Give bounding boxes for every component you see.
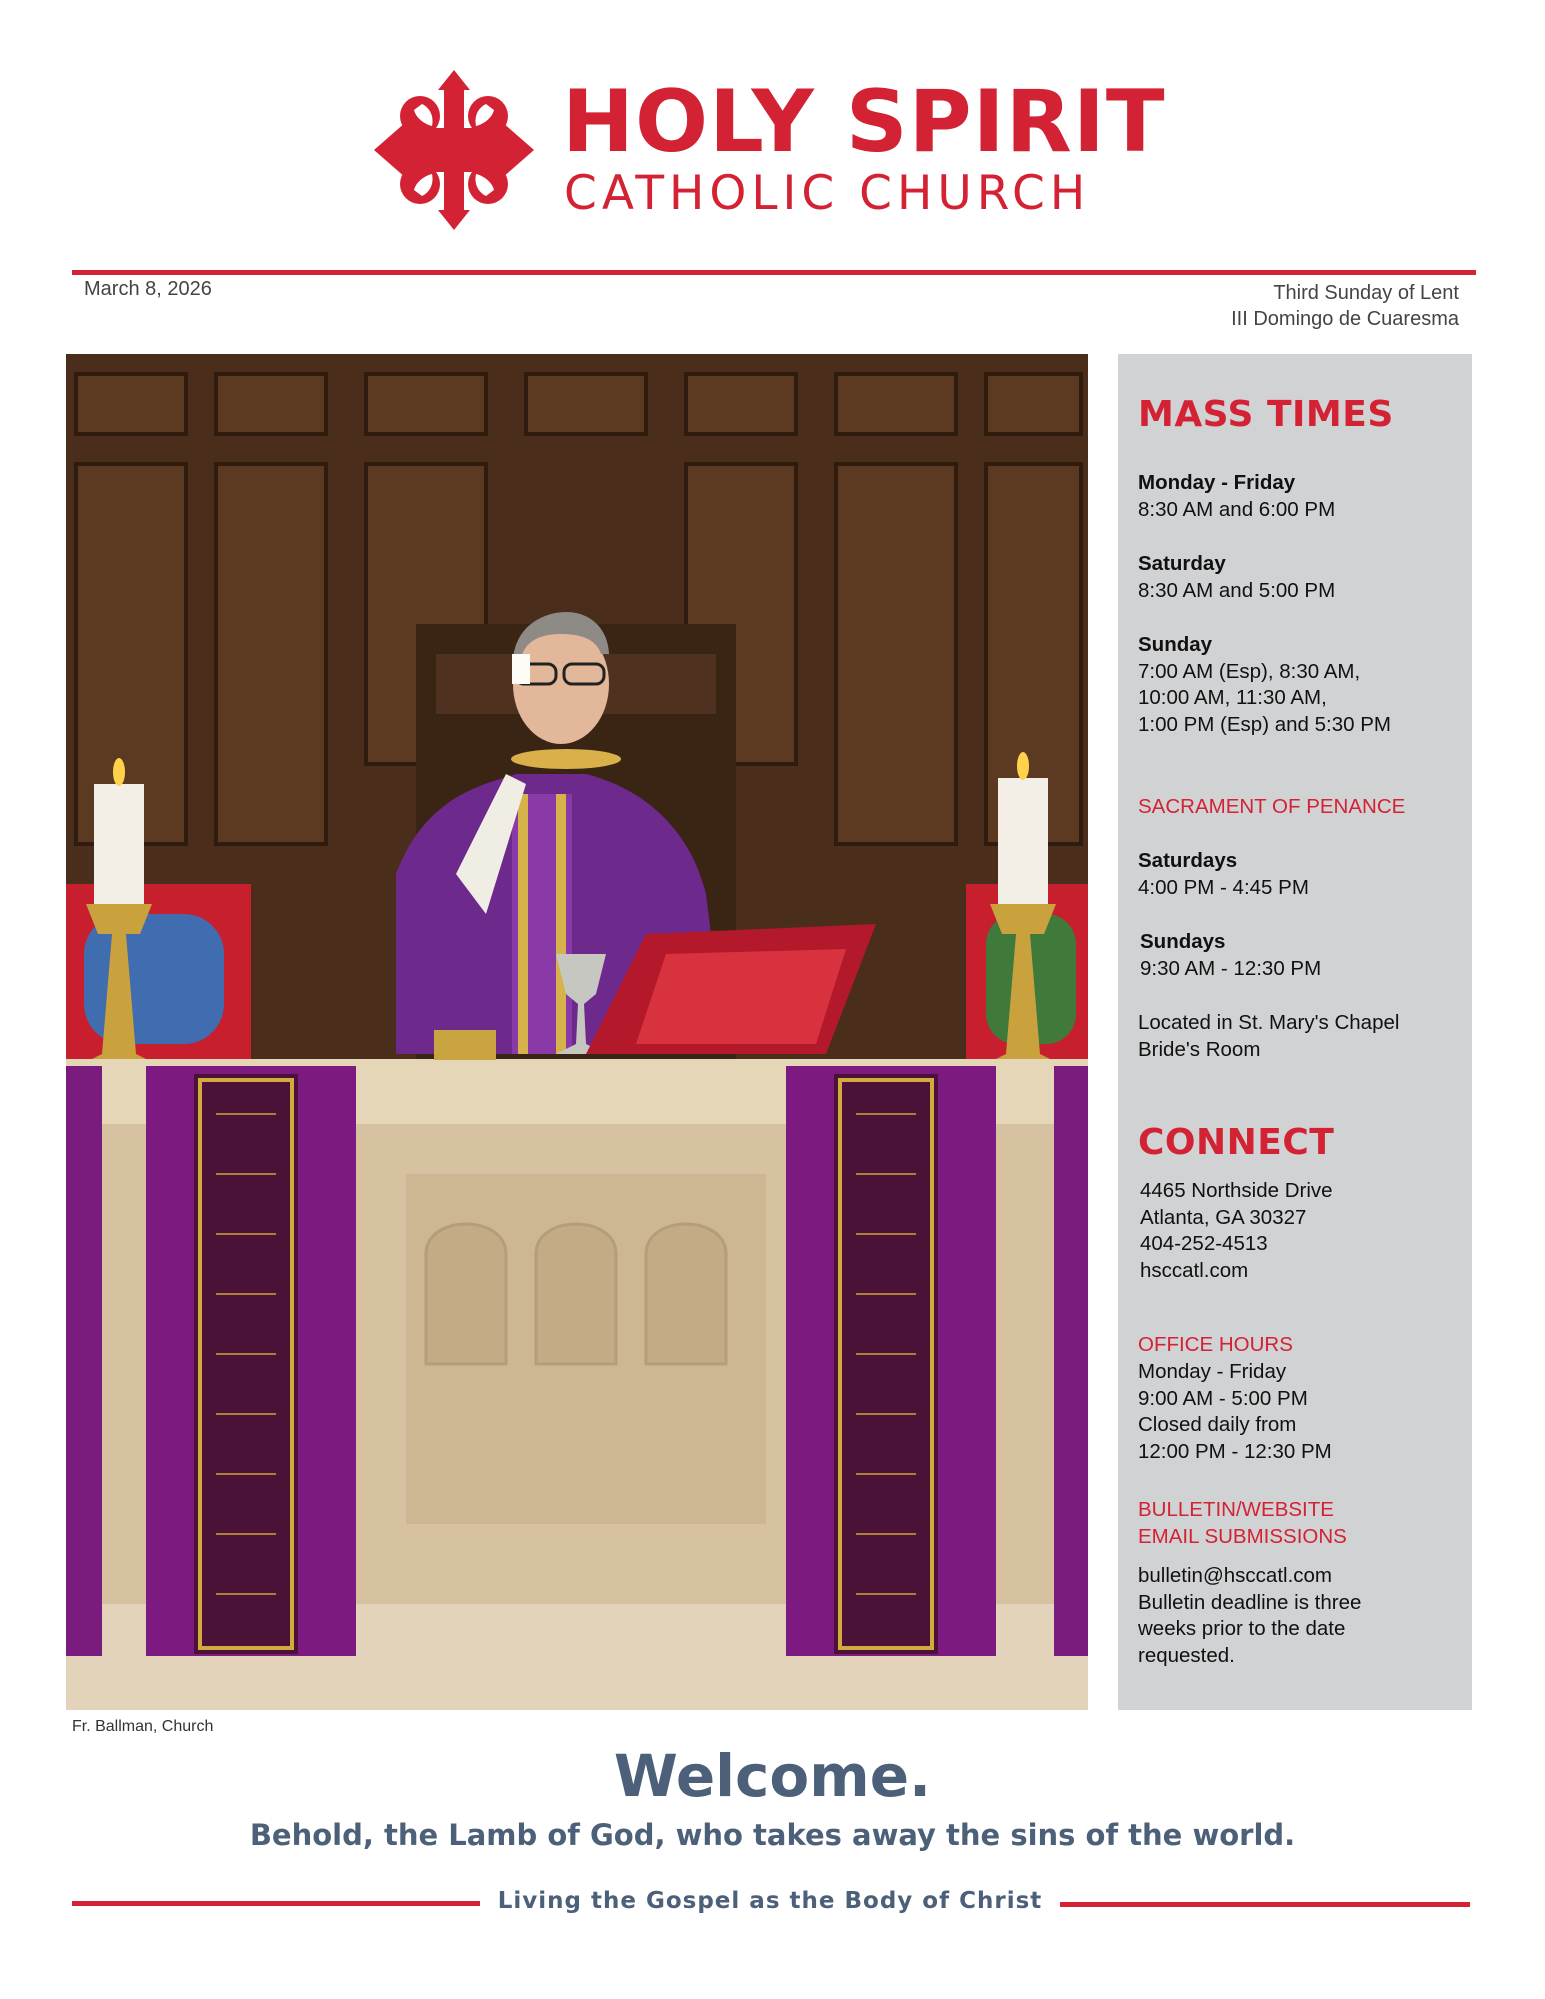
city-line: Atlanta, GA 30327 — [1140, 1205, 1307, 1229]
location-line: Bride's Room — [1138, 1037, 1261, 1061]
penance-day: Sundays — [1140, 930, 1226, 953]
mass-group-weekday — [1138, 470, 1458, 523]
submissions-heading — [1138, 1497, 1347, 1550]
deadline-line: Bulletin deadline is three — [1138, 1590, 1362, 1614]
office-hours-line: Monday - Friday — [1138, 1360, 1287, 1383]
contact-info — [1140, 1178, 1460, 1284]
penance-day: Saturdays — [1138, 849, 1238, 872]
penance-heading: SACRAMENT OF PENANCE — [1138, 795, 1406, 818]
office-hours-line: 9:00 AM - 5:00 PM — [1138, 1386, 1308, 1410]
welcome-heading: Welcome. — [613, 1742, 932, 1810]
penance-group-sundays — [1140, 929, 1460, 982]
mass-times-heading: MASS TIMES — [1138, 394, 1394, 435]
office-hours — [1138, 1359, 1458, 1465]
website-link[interactable]: hsccatl.com — [1140, 1258, 1249, 1282]
bulletin-email[interactable]: bulletin@hsccatl.com — [1138, 1564, 1332, 1587]
submissions-heading-line: EMAIL SUBMISSIONS — [1138, 1524, 1347, 1548]
location-line: Located in St. Mary's Chapel — [1138, 1011, 1400, 1034]
mass-group-sunday — [1138, 632, 1458, 738]
deadline-line: requested. — [1138, 1643, 1235, 1667]
info-sidebar — [1118, 354, 1472, 1710]
bulletin-date: March 8, 2026 — [84, 278, 212, 300]
penance-time: 4:00 PM - 4:45 PM — [1138, 875, 1309, 899]
penance-location — [1138, 1010, 1458, 1063]
cross-logo-icon — [372, 68, 536, 232]
footer-divider-left — [72, 1901, 480, 1906]
mass-group-saturday — [1138, 551, 1458, 604]
photo-caption: Fr. Ballman, Church — [72, 1718, 214, 1735]
office-hours-line: 12:00 PM - 12:30 PM — [1138, 1439, 1332, 1463]
mass-time: 8:30 AM and 5:00 PM — [1138, 578, 1336, 602]
tagline: Living the Gospel as the Body of Christ — [497, 1888, 1043, 1914]
altar-photo — [66, 354, 1088, 1710]
penance-group-saturdays — [1138, 848, 1458, 901]
address-line: 4465 Northside Drive — [1140, 1179, 1333, 1202]
penance-time: 9:30 AM - 12:30 PM — [1140, 956, 1322, 980]
footer-divider-right — [1060, 1902, 1470, 1907]
church-logo — [372, 68, 1182, 238]
liturgical-day-en: Third Sunday of Lent — [1273, 282, 1459, 304]
church-name: HOLY SPIRIT — [562, 72, 1166, 172]
submissions-heading-line: BULLETIN/WEBSITE — [1138, 1498, 1334, 1521]
mass-time: 10:00 AM, 11:30 AM, — [1138, 686, 1327, 709]
liturgical-day — [1231, 280, 1459, 332]
submissions-info — [1138, 1563, 1458, 1669]
liturgical-day-es: III Domingo de Cuaresma — [1231, 308, 1459, 330]
mass-time: 7:00 AM (Esp), 8:30 AM, — [1138, 659, 1361, 683]
connect-heading: CONNECT — [1138, 1122, 1335, 1163]
mass-day: Sunday — [1138, 633, 1213, 656]
office-hours-heading: OFFICE HOURS — [1138, 1333, 1293, 1356]
scripture-verse: Behold, the Lamb of God, who takes away the sins of the world. — [249, 1818, 1296, 1852]
mass-time: 8:30 AM and 6:00 PM — [1138, 497, 1336, 521]
church-subtitle: CATHOLIC CHURCH — [564, 166, 1091, 221]
altar-photo-illustration — [66, 354, 1088, 1710]
phone-number: 404-252-4513 — [1140, 1232, 1268, 1255]
mass-day: Monday - Friday — [1138, 471, 1296, 494]
header-divider — [72, 270, 1476, 275]
mass-time: 1:00 PM (Esp) and 5:30 PM — [1138, 712, 1391, 736]
mass-day: Saturday — [1138, 552, 1226, 575]
office-hours-line: Closed daily from — [1138, 1413, 1297, 1436]
deadline-line: weeks prior to the date — [1138, 1617, 1346, 1640]
